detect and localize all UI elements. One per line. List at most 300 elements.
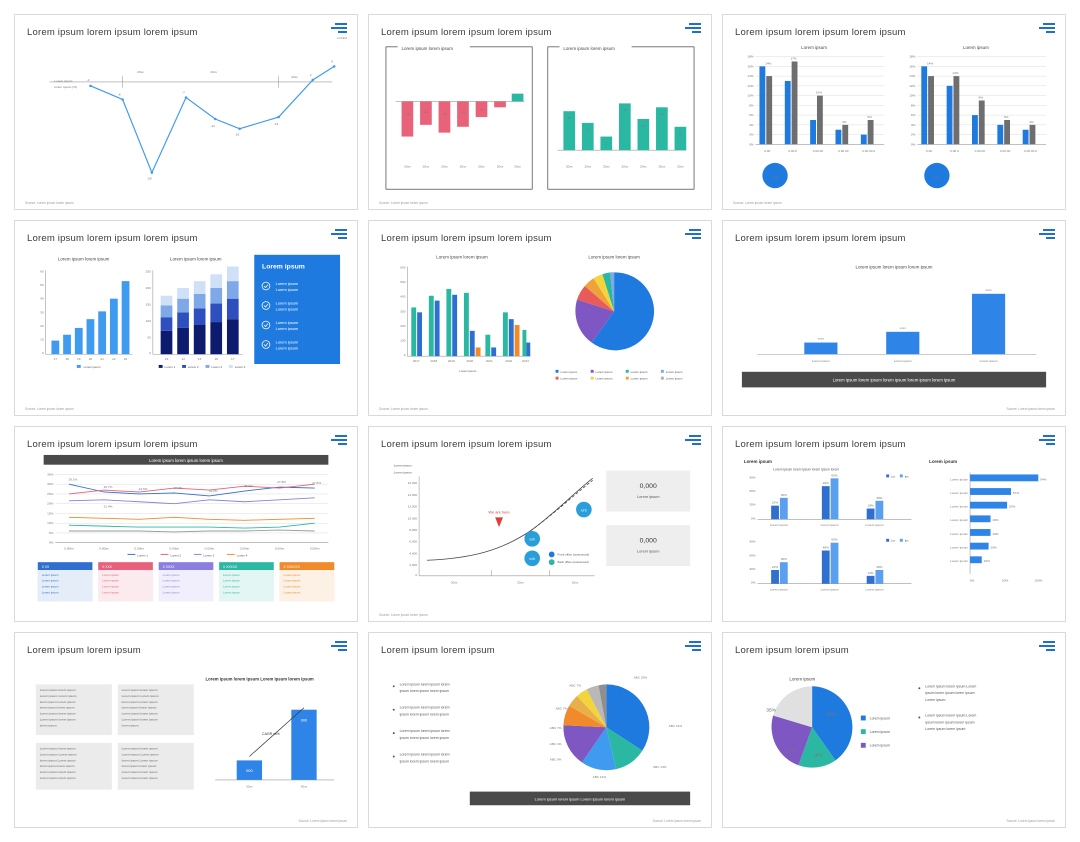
slide-9[interactable] [722,426,1066,622]
svg-text:Lorem ipsum lorem ipsum: Lorem ipsum lorem ipsum [121,711,158,716]
svg-text:Lorem ipsum: Lorem ipsum [275,320,299,326]
svg-text:50%: 50% [1002,578,1009,583]
svg-text:16%: 16% [747,64,754,69]
banner-text: Lorem ipsum lorem ipsum lorem ipsum lorem ipsum lorem ipsum [832,377,956,383]
slide-11[interactable] [368,632,712,828]
svg-text:Lorem ipsum: Lorem ipsum [865,523,884,528]
footnote: Source: Lorem ipsum lorem ipsum [379,613,428,617]
svg-text:12%: 12% [747,83,754,88]
slide-3[interactable] [722,14,1066,210]
svg-text:30: 30 [40,310,44,315]
svg-text:2,000: 2,000 [409,563,418,568]
svg-text:14: 14 [181,357,185,362]
svg-text:Lorem ipsum: Lorem ipsum [223,572,240,577]
svg-text:ipsum lorem ipsum lorem ip: ipsum lorem ipsum lorem ipsum [399,689,450,694]
svg-text:Lorem ipsum: Lorem ipsum [560,376,578,381]
svg-text:Lor: Lor [891,538,896,543]
svg-text:Lorem ipsum: Lorem ipsum [979,359,998,364]
svg-text:0%: 0% [751,516,756,521]
slide-1[interactable] [14,14,358,210]
svg-text:9: 9 [331,59,334,64]
svg-text:23.6%: 23.6% [208,489,218,493]
svg-text:Lorem ipsum: Lorem ipsum [162,578,180,583]
svg-text:26%: 26% [990,545,997,550]
svg-text:2021: 2021 [485,359,493,364]
svg-text:0,00bn: 0,00bn [134,546,144,551]
svg-text:Lorem ipsum: Lorem ipsum [275,325,299,331]
svg-text:27.8%: 27.8% [277,480,286,485]
svg-text:0.00.00.0: 0.00.00.0 [862,149,876,154]
svg-text:xx'b: xx'b [529,537,536,542]
svg-text:20xx: 20xx [137,70,144,75]
slide-8[interactable] [368,426,712,622]
page-title: Lorem ipsum lorem ipsum lorem ipsum [735,439,906,450]
svg-text:ipsum lorem ipsum lorem ip: ipsum lorem ipsum lorem ipsum [399,712,450,717]
svg-text:0,00bn: 0,00bn [99,546,109,551]
svg-text:X XXXXX: X XXXXX [223,565,238,570]
chart-title: Lorem ipsum lorem ipsum Lorem ipsum lorem ipsum [205,676,314,682]
svg-text:14%: 14% [765,61,772,66]
chart-area [733,453,1055,609]
chart-area [25,247,347,403]
svg-text:Back office (outsourced): Back office (outsourced) [557,560,589,565]
svg-text:0: 0 [41,351,44,356]
svg-text:Lorem ipsum: Lorem ipsum [869,716,890,721]
svg-text:200: 200 [145,285,151,290]
svg-text:Lorem ipsum: Lorem ipsum [769,587,788,592]
svg-text:Lorem ipsum: Lorem ipsum [459,368,477,373]
svg-text:Lorem ipsum lorem ipsum Lo: Lorem ipsum lorem ipsum Lorem [925,713,977,718]
svg-text:Lorem ipsum: Lorem ipsum [283,578,301,583]
svg-text:20xx: 20xx [677,164,684,169]
svg-text:000: 000 [772,175,778,180]
svg-text:Lorem ipsum: Lorem ipsum [743,458,772,464]
svg-text:16%: 16% [909,64,916,69]
slide-5[interactable] [368,220,712,416]
chart-area [733,41,1055,197]
slide-4[interactable] [14,220,358,416]
svg-text:2: 2 [309,73,312,78]
svg-text:X XX: X XX [41,565,50,570]
mini-title-right: Lorem ipsum lorem ipsum [563,45,615,51]
svg-text:0,000: 0,000 [639,483,657,491]
svg-text:12,000: 12,000 [407,504,418,509]
svg-text:Lorem ipsum: Lorem ipsum [162,590,180,595]
svg-text:20xx: 20xx [300,784,308,789]
chart-area [733,247,1055,403]
bullets-and-pie-chart [379,659,701,815]
svg-text:12%: 12% [867,570,874,575]
svg-text:Lorem ipsum Lorem ipsum: Lorem ipsum Lorem ipsum [39,694,77,699]
svg-text:Lorem ipsum: Lorem ipsum [665,369,683,374]
svg-text:Lorem ipsum: Lorem ipsum [41,590,59,595]
bar-charts [379,41,701,197]
svg-text:16: 16 [641,123,646,128]
svg-text:0,00bn: 0,00bn [274,546,285,551]
brand-logo-icon [1037,435,1055,449]
svg-text:2018: 2018 [430,359,438,364]
svg-text:2023: 2023 [521,359,529,364]
page-title: Lorem ipsum lorem ipsum lorem ipsum [381,439,552,450]
svg-text:20xx: 20xx [291,75,298,80]
svg-text:17%: 17% [785,749,796,755]
svg-text:Lorem ipsum: Lorem ipsum [811,359,830,364]
svg-text:Lorem ipsum: Lorem ipsum [223,578,240,583]
svg-text:-18: -18 [405,112,410,117]
svg-text:2017: 2017 [412,359,420,364]
svg-text:Ips: Ips [904,538,909,543]
svg-text:-13: -13 [460,110,466,115]
svg-text:50: 50 [40,283,44,287]
svg-text:Lorem ipsum: Lorem ipsum [869,730,890,735]
slide-12[interactable] [722,632,1066,828]
svg-text:Lorem ipsum: Lorem ipsum [950,490,969,495]
svg-text:Lorem ipsum lorem ipsum Lo: Lorem ipsum lorem ipsum Lorem [925,684,977,689]
svg-text:24: 24 [623,108,627,113]
svg-text:Lorem 3: Lorem 3 [203,553,215,558]
svg-text:Lorem 4: Lorem 4 [234,364,246,369]
svg-text:Lorem ipsum: Lorem ipsum [102,584,119,589]
svg-text:Lorem ipsum lorem ipsum: Lorem ipsum lorem ipsum [925,727,966,732]
svg-text:300: 300 [400,309,406,314]
svg-text:Lorem ipsum: Lorem ipsum [223,584,240,589]
page-title: Lorem ipsum lorem ipsum lorem ipsum [381,233,552,244]
svg-text:16%: 16% [983,559,990,564]
pie-chart [575,272,654,350]
svg-text:Lorem ipsum lorem ipsum: Lorem ipsum lorem ipsum [436,254,488,260]
svg-text:17: 17 [231,357,235,362]
page-title: Lorem ipsum lorem ipsum lorem ipsum [735,27,906,38]
svg-text:Lorem ipsum lorem ipsum lo: Lorem ipsum lorem ipsum lorem [399,682,450,687]
svg-text:Ips: Ips [904,474,909,479]
footnote: Source: Lorem ipsum lorem ipsum [1006,407,1055,411]
svg-text:0,00bn: 0,00bn [204,546,215,551]
svg-text:Lorem ipsum lorem ipsum: Lorem ipsum lorem ipsum [121,775,158,780]
svg-text:Lorem ipsum lorem ipsum: Lorem ipsum lorem ipsum [57,256,110,262]
svg-text:Lorem ipsum: Lorem ipsum [950,477,969,482]
slide-7[interactable] [14,426,358,622]
svg-text:0.00.0: 0.00.0 [788,149,797,154]
svg-text:Lorem ipsum: Lorem ipsum [925,697,946,702]
svg-text:28%: 28% [876,565,883,570]
svg-text:4%: 4% [1029,119,1034,124]
brand-logo-icon [1037,229,1055,243]
svg-text:10%: 10% [909,93,916,98]
page-title: Lorem ipsum lorem ipsum lorem ipsum [735,233,906,244]
svg-text:8%: 8% [749,103,754,108]
svg-text:Lorem ipsum: Lorem ipsum [275,300,299,306]
svg-text:20xx: 20xx [640,164,647,169]
brand-logo-icon [329,23,347,40]
svg-text:-8: -8 [117,92,121,97]
svg-text:ABC 9%: ABC 9% [549,757,562,762]
svg-text:20xx: 20xx [450,580,458,585]
svg-text:0,00bn: 0,00bn [64,546,74,551]
svg-text:25.9%: 25.9% [243,484,253,489]
svg-text:Lorem ipsum: Lorem ipsum [636,493,660,499]
svg-text:xxxx: xxxx [817,336,824,341]
svg-text:0.00.00.0: 0.00.00.0 [1024,149,1037,154]
grouped-bar-charts [733,41,1055,197]
svg-text:ipsum lorem ipsum lorem ip: ipsum lorem ipsum lorem ipsum [399,735,450,740]
svg-text:Lorem ipsum lorem ipsum: Lorem ipsum lorem ipsum [39,711,76,716]
svg-text:2%: 2% [749,132,754,137]
svg-text:Lorem ipsum: Lorem ipsum [275,345,299,351]
slide-2[interactable] [368,14,712,210]
svg-text:20: 20 [88,357,93,362]
content-area [379,659,701,815]
kpi-card-1 [606,471,690,512]
svg-text:lorem ipsum Lorem ipsum: lorem ipsum Lorem ipsum [121,758,158,763]
svg-text:35%: 35% [780,492,787,497]
svg-text:94%: 94% [1040,477,1047,482]
svg-text:0,00bn: 0,00bn [239,546,250,551]
svg-text:14,000: 14,000 [407,492,418,497]
brand-logo-icon [329,641,347,655]
footnote: Source: Lorem ipsum lorem ipsum [25,407,74,411]
svg-text:ABC 7%: ABC 7% [555,706,568,711]
svg-text:6%: 6% [749,113,754,118]
svg-text:Lorem ipsum lorem ipsum lo: Lorem ipsum lorem ipsum lorem [399,729,450,734]
svg-text:20xx: 20xx [571,580,579,585]
svg-text:0.00.00: 0.00.00 [838,149,849,154]
svg-text:Lorem ipsum: Lorem ipsum [275,306,299,312]
svg-text:6,000: 6,000 [409,539,418,544]
svg-text:Lorem ipsum: Lorem ipsum [636,548,660,554]
svg-text:ABC 25%: ABC 25% [633,675,648,680]
svg-text:14: 14 [586,127,590,132]
svg-text:Lorem ipsum: Lorem ipsum [393,463,412,468]
svg-text:500: 500 [400,280,406,285]
svg-text:lorem ipsum Lorem ipsum: lorem ipsum Lorem ipsum [39,699,76,704]
header-bar: Lorem ipsum lorem ipsum lorem ipsum [149,457,223,463]
svg-text:10,000: 10,000 [407,516,418,521]
svg-text:Lorem ipsum: Lorem ipsum [275,286,299,292]
svg-text:-14: -14 [210,123,215,128]
svg-text:14%: 14% [926,61,934,66]
svg-text:15%: 15% [47,511,54,516]
svg-text:9%: 9% [978,95,984,100]
svg-text:2019: 2019 [447,359,455,364]
page-title: Lorem ipsum lorem ipsum [27,645,141,656]
svg-text:Lorem ipsum: Lorem ipsum [630,376,648,381]
svg-text:Lorem 3: Lorem 3 [211,364,223,369]
footnote: Source: Lorem ipsum lorem ipsum [652,819,701,823]
slide-6[interactable] [722,220,1066,416]
text-blocks-and-bar-chart [25,659,347,815]
svg-text:17: 17 [53,357,58,362]
brand-logo-icon [683,229,701,243]
svg-text:30%: 30% [47,482,54,487]
svg-text:10%: 10% [47,521,54,526]
footnote: Source: Lorem ipsum lorem ipsum [379,407,428,411]
svg-text:-16: -16 [442,112,447,117]
svg-text:22%: 22% [771,565,779,570]
svg-text:29.1%: 29.1% [68,477,78,482]
svg-text:4%: 4% [842,119,847,124]
svg-text:19: 19 [77,357,81,362]
svg-text:Lorem ipsum: Lorem ipsum [283,590,301,595]
svg-text:20xx: 20xx [422,164,430,169]
svg-text:90%: 90% [749,475,756,480]
svg-text:24.8%: 24.8% [173,486,183,491]
svg-text:16,000: 16,000 [407,481,418,486]
svg-text:lorem ipsum lorem ipsum: lorem ipsum lorem ipsum [39,705,75,710]
growth-curve-chart [379,453,701,609]
svg-text:22%: 22% [771,500,779,505]
svg-text:Lorem ipsum: Lorem ipsum [820,523,839,528]
svg-text:xx'b: xx'b [580,508,587,513]
svg-text:Lorem ipsum: Lorem ipsum [865,587,884,592]
svg-text:60%: 60% [749,489,756,493]
chart-title: Lorem ipsum [789,676,816,682]
svg-text:Lorem ipsum: Lorem ipsum [393,470,412,475]
page-title: Lorem ipsum lorem ipsum lorem ipsum [27,27,198,38]
svg-text:24.5%: 24.5% [138,487,148,492]
bar-and-pie-charts [379,247,701,403]
svg-text:Lorem ipsum lorem ipsum lo: Lorem ipsum lorem ipsum lorem [399,705,450,710]
svg-text:ipsum lorem ipsum lorem ip: ipsum lorem ipsum lorem ipsum [925,691,975,696]
svg-text:Lorem ipsum: Lorem ipsum [869,743,890,748]
brand-logo-icon [329,229,347,243]
svg-text:12%: 12% [909,83,916,88]
svg-text:4,000: 4,000 [409,551,418,556]
svg-text:lorem ipsum Lorem ipsum: lorem ipsum Lorem ipsum [121,699,158,704]
svg-text:lorem ipsum lorem ipsum: lorem ipsum lorem ipsum [121,764,157,769]
svg-text:ipsum lorem ipsum lorem ip: ipsum lorem ipsum lorem ipsum [925,720,975,725]
svg-text:-8: -8 [480,108,483,113]
chart-area [25,453,347,609]
svg-text:18%: 18% [747,54,754,59]
svg-text:Lorem ipsum lorem ipsum lo: Lorem ipsum lorem ipsum lorem ipsum lorem [773,467,840,472]
svg-text:48%: 48% [822,545,829,550]
svg-text:Lorem ipsum: Lorem ipsum [41,584,59,589]
chart-area [25,41,347,197]
svg-text:20xx: 20xx [496,164,504,169]
svg-text:18%: 18% [909,54,916,59]
svg-text:20xx: 20xx [621,164,629,169]
svg-text:Lorem ipsum lorem ipsum: Lorem ipsum lorem ipsum [39,770,76,775]
svg-text:8%: 8% [910,103,916,108]
svg-text:20xx: 20xx [584,164,592,169]
svg-text:lorem ipsum Lorem ipsum: lorem ipsum Lorem ipsum [39,758,76,763]
svg-text:27.6%: 27.6% [312,481,322,486]
svg-text:Lorem ipsum: Lorem ipsum [102,590,119,595]
svg-text:48%: 48% [822,481,829,486]
svg-text:Lorem ipsum lorem ipsum: Lorem ipsum lorem ipsum [39,717,76,722]
svg-text:ipsum lorem ipsum lorem ip: ipsum lorem ipsum lorem ipsum [399,759,450,764]
brand-logo-icon [683,23,701,37]
svg-text:0,000: 0,000 [639,537,657,545]
svg-text:Lorem ipsum: Lorem ipsum [929,458,958,464]
svg-text:60%: 60% [749,553,756,558]
svg-text:Lorem ipsum: Lorem ipsum [41,572,59,577]
cagr-annotation: CAGR xx% [262,732,280,737]
slide-10[interactable] [14,632,358,828]
chart-area [379,41,701,197]
svg-text:20xx: 20xx [603,164,610,169]
svg-text:Lorem ipsum: Lorem ipsum [54,78,73,83]
svg-text:2022: 2022 [505,359,513,364]
svg-text:20xx: 20xx [459,164,467,169]
svg-text:20xx: 20xx [478,164,485,169]
svg-text:000: 000 [246,768,253,774]
svg-text:000: 000 [934,175,940,180]
svg-text:25%: 25% [47,491,54,496]
svg-text:-16: -16 [234,132,240,137]
svg-text:xxxx: xxxx [899,325,906,330]
svg-text:Lorem ipsum: Lorem ipsum [595,369,613,374]
svg-text:ABC 7%: ABC 7% [549,726,562,731]
svg-text:0%: 0% [749,142,754,147]
brand-logo-icon [683,641,701,655]
footnote: Source: Lorem ipsum lorem ipsum [25,201,74,205]
svg-text:0,00bn: 0,00bn [309,546,320,551]
svg-text:Lorem 4: Lorem 4 [236,553,248,558]
svg-text:21.4%: 21.4% [103,504,113,509]
svg-text:-7: -7 [182,90,185,95]
svg-text:2020: 2020 [466,359,474,364]
footnote: Source: Lorem ipsum lorem ipsum [379,201,428,205]
footnote: Source: Lorem ipsum lorem ipsum [733,201,782,205]
svg-text:40: 40 [40,296,44,301]
svg-text:Lor: Lor [891,474,896,479]
brand-logo-icon [1037,23,1055,37]
svg-text:35%: 35% [766,708,777,714]
svg-text:Lorem ipsum: Lorem ipsum [162,584,180,589]
page-title: Lorem ipsum lorem ipsum lorem ipsum [381,27,552,38]
svg-text:Lorem ipsum lorem ipsum: Lorem ipsum lorem ipsum [121,746,158,751]
svg-text:200: 200 [400,323,406,328]
svg-text:22: 22 [112,357,116,362]
svg-text:Lorem ipsum: Lorem ipsum [950,531,969,536]
svg-text:lorem ipsum lorem ipsum: lorem ipsum lorem ipsum [121,705,157,710]
svg-text:57%: 57% [1012,490,1020,495]
svg-text:0%: 0% [969,578,975,583]
svg-text:14%: 14% [952,71,959,76]
svg-text:Lorem ipsum: Lorem ipsum [41,578,59,583]
callout-label: We are here [488,509,510,515]
svg-text:Lorem 1: Lorem 1 [164,364,176,369]
svg-text:Lorem ipsum: Lorem ipsum [950,504,969,509]
line-chart [25,41,347,197]
brand-logo-icon [329,435,347,449]
svg-text:Lorem ipsum lorem ipsum: Lorem ipsum lorem ipsum [170,256,222,262]
svg-text:ABC 7%: ABC 7% [569,683,582,688]
page-title: Lorem ipsum lorem ipsum lorem ipsum [27,439,198,450]
svg-text:0: 0 [149,351,151,356]
svg-text:Lorem ipsum lorem ipsum: Lorem ipsum lorem ipsum [121,717,158,722]
svg-text:Lorem ipsum Lorem ipsum: Lorem ipsum Lorem ipsum [121,752,159,757]
svg-text:-13: -13 [273,121,279,126]
svg-text:600: 600 [400,265,406,270]
svg-text:18: 18 [65,357,69,362]
svg-text:22: 22 [660,112,664,117]
svg-text:65%: 65% [831,473,838,478]
svg-text:000: 000 [300,717,308,723]
svg-text:18%: 18% [867,503,874,508]
svg-text:Lorem ipsum lorem ipsum lo: Lorem ipsum lorem ipsum lorem [399,752,450,757]
svg-text:Lorem ipsum: Lorem ipsum [950,545,969,550]
svg-text:Lorem ipsum lorem ipsum: Lorem ipsum lorem ipsum [588,254,640,260]
svg-text:52%: 52% [1009,504,1016,509]
svg-text:35%: 35% [780,557,787,562]
svg-text:Lorem ipsum: Lorem ipsum [102,578,119,583]
svg-text:Lorem ipsum: Lorem ipsum [275,339,299,345]
content-area [25,659,347,815]
svg-text:X XXXX: X XXXX [162,565,175,570]
svg-text:30%: 30% [749,567,756,571]
